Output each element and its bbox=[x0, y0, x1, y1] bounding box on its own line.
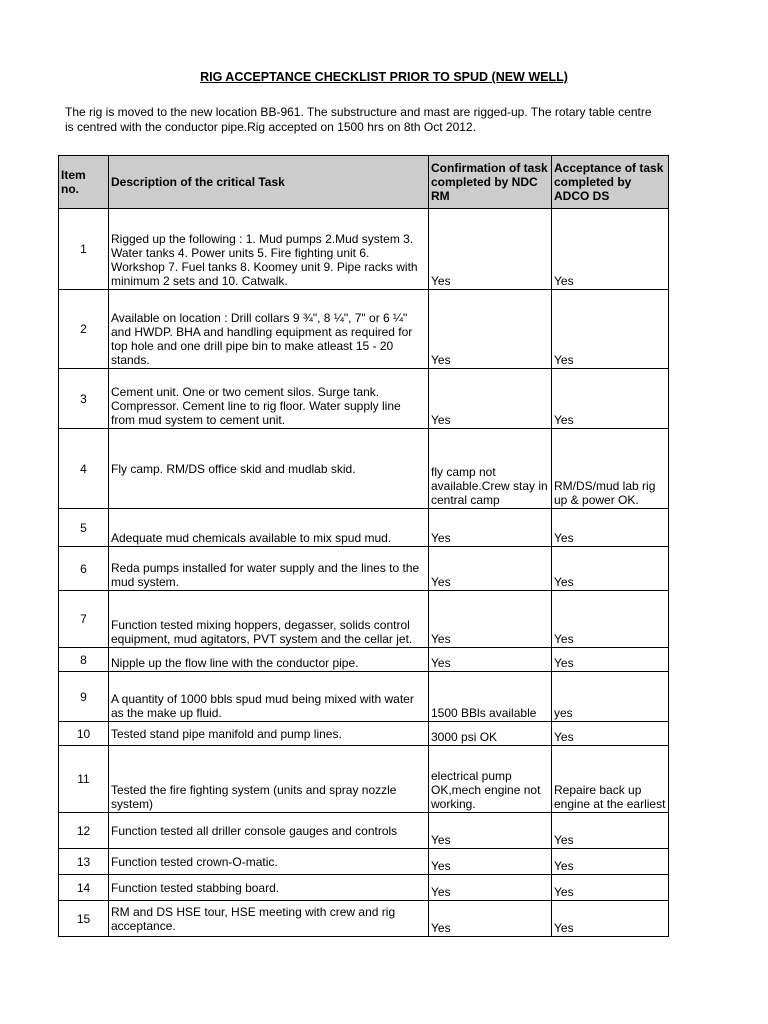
task-description: RM and DS HSE tour, HSE meeting with crew and rig acceptance. bbox=[109, 901, 429, 937]
item-number: 10 bbox=[59, 722, 109, 746]
acceptance-cell: Yes bbox=[552, 591, 669, 648]
table-row bbox=[59, 547, 669, 591]
item-number: 1 bbox=[59, 209, 109, 290]
table-row bbox=[59, 746, 669, 813]
item-number: 6 bbox=[59, 547, 109, 591]
task-description: Tested the fire fighting system (units and spray nozzle system) bbox=[109, 746, 429, 813]
table-row bbox=[59, 813, 669, 849]
acceptance-cell: Yes bbox=[552, 875, 669, 901]
confirmation-cell: Yes bbox=[429, 369, 552, 429]
acceptance-cell: yes bbox=[552, 672, 669, 722]
confirmation-cell: Yes bbox=[429, 209, 552, 290]
table-row bbox=[59, 672, 669, 722]
table-row bbox=[59, 722, 669, 746]
table-row bbox=[59, 901, 669, 937]
item-number: 9 bbox=[59, 672, 109, 722]
acceptance-cell: Yes bbox=[552, 290, 669, 369]
item-number: 5 bbox=[59, 509, 109, 547]
task-description: A quantity of 1000 bbls spud mud being mixed with water as the make up fluid. bbox=[109, 672, 429, 722]
table-row bbox=[59, 369, 669, 429]
item-number: 8 bbox=[59, 648, 109, 672]
item-number: 14 bbox=[59, 875, 109, 901]
task-description: Available on location : Drill collars 9 ¾", 8 ¼", 7" or 6 ¼" and HWDP. BHA and handling equipment as required for top hole and one drill pipe bin to make atleast 15 - 20 stands. bbox=[109, 290, 429, 369]
table-row bbox=[59, 849, 669, 875]
item-number: 4 bbox=[59, 429, 109, 509]
acceptance-cell: Yes bbox=[552, 901, 669, 937]
table-header-row bbox=[59, 156, 669, 209]
item-number: 2 bbox=[59, 290, 109, 369]
table-row bbox=[59, 290, 669, 369]
item-number: 12 bbox=[59, 813, 109, 849]
task-description: Rigged up the following : 1. Mud pumps 2.Mud system 3. Water tanks 4. Power units 5. Fire fighting unit 6. Workshop 7. Fuel tanks 8. Koomey unit 9. Pipe racks with minimum 2 sets and 10. Catwalk. bbox=[109, 209, 429, 290]
confirmation-cell: Yes bbox=[429, 648, 552, 672]
item-number: 15 bbox=[59, 901, 109, 937]
task-description: Fly camp. RM/DS office skid and mudlab skid. bbox=[109, 429, 429, 509]
table-row bbox=[59, 875, 669, 901]
confirmation-cell: Yes bbox=[429, 901, 552, 937]
acceptance-cell: RM/DS/mud lab rig up & power OK. bbox=[552, 429, 669, 509]
acceptance-cell: Yes bbox=[552, 369, 669, 429]
table-row bbox=[59, 591, 669, 648]
task-description: Function tested mixing hoppers, degasser, solids control equipment, mud agitators, PVT system and the cellar jet. bbox=[109, 591, 429, 648]
confirmation-cell: electrical pump OK,mech engine not working. bbox=[429, 746, 552, 813]
header-confirmation: Confirmation of task completed by NDC RM bbox=[429, 156, 552, 209]
header-acceptance: Acceptance of task completed by ADCO DS bbox=[552, 156, 669, 209]
table-row bbox=[59, 509, 669, 547]
header-item-no: Item no. bbox=[59, 156, 109, 209]
intro-paragraph: The rig is moved to the new location BB-961. The substructure and mast are rigged-up. The rotary table centre is centred with the conductor pipe.Rig accepted on 1500 hrs on 8th Oct 2012. bbox=[65, 105, 652, 134]
confirmation-cell: 3000 psi OK bbox=[429, 722, 552, 746]
task-description: Function tested all driller console gauges and controls bbox=[109, 813, 429, 849]
task-description: Cement unit. One or two cement silos. Surge tank. Compressor. Cement line to rig floor. Water supply line from mud system to cement unit. bbox=[109, 369, 429, 429]
item-number: 3 bbox=[59, 369, 109, 429]
confirmation-cell: Yes bbox=[429, 875, 552, 901]
task-description: Adequate mud chemicals available to mix spud mud. bbox=[109, 509, 429, 547]
table-row bbox=[59, 429, 669, 509]
task-description: Function tested stabbing board. bbox=[109, 875, 429, 901]
confirmation-cell: Yes bbox=[429, 849, 552, 875]
acceptance-cell: Yes bbox=[552, 849, 669, 875]
item-number: 13 bbox=[59, 849, 109, 875]
item-number: 11 bbox=[59, 746, 109, 813]
item-number: 7 bbox=[59, 591, 109, 648]
confirmation-cell: Yes bbox=[429, 509, 552, 547]
acceptance-cell: Yes bbox=[552, 648, 669, 672]
acceptance-cell: Yes bbox=[552, 547, 669, 591]
confirmation-cell: Yes bbox=[429, 813, 552, 849]
acceptance-cell: Yes bbox=[552, 813, 669, 849]
confirmation-cell: Yes bbox=[429, 591, 552, 648]
confirmation-cell: 1500 BBls available bbox=[429, 672, 552, 722]
document-title: RIG ACCEPTANCE CHECKLIST PRIOR TO SPUD (NEW WELL) bbox=[200, 70, 568, 84]
acceptance-cell: Yes bbox=[552, 722, 669, 746]
task-description: Nipple up the flow line with the conductor pipe. bbox=[109, 648, 429, 672]
table-row bbox=[59, 209, 669, 290]
confirmation-cell: Yes bbox=[429, 547, 552, 591]
task-description: Function tested crown-O-matic. bbox=[109, 849, 429, 875]
acceptance-cell: Yes bbox=[552, 509, 669, 547]
confirmation-cell: Yes bbox=[429, 290, 552, 369]
acceptance-cell: Yes bbox=[552, 209, 669, 290]
confirmation-cell: fly camp not available.Crew stay in central camp bbox=[429, 429, 552, 509]
checklist-table bbox=[58, 155, 669, 937]
task-description: Reda pumps installed for water supply and the lines to the mud system. bbox=[109, 547, 429, 591]
task-description: Tested stand pipe manifold and pump lines. bbox=[109, 722, 429, 746]
acceptance-cell: Repaire back up engine at the earliest bbox=[552, 746, 669, 813]
header-description: Description of the critical Task bbox=[109, 156, 429, 209]
table-row bbox=[59, 648, 669, 672]
